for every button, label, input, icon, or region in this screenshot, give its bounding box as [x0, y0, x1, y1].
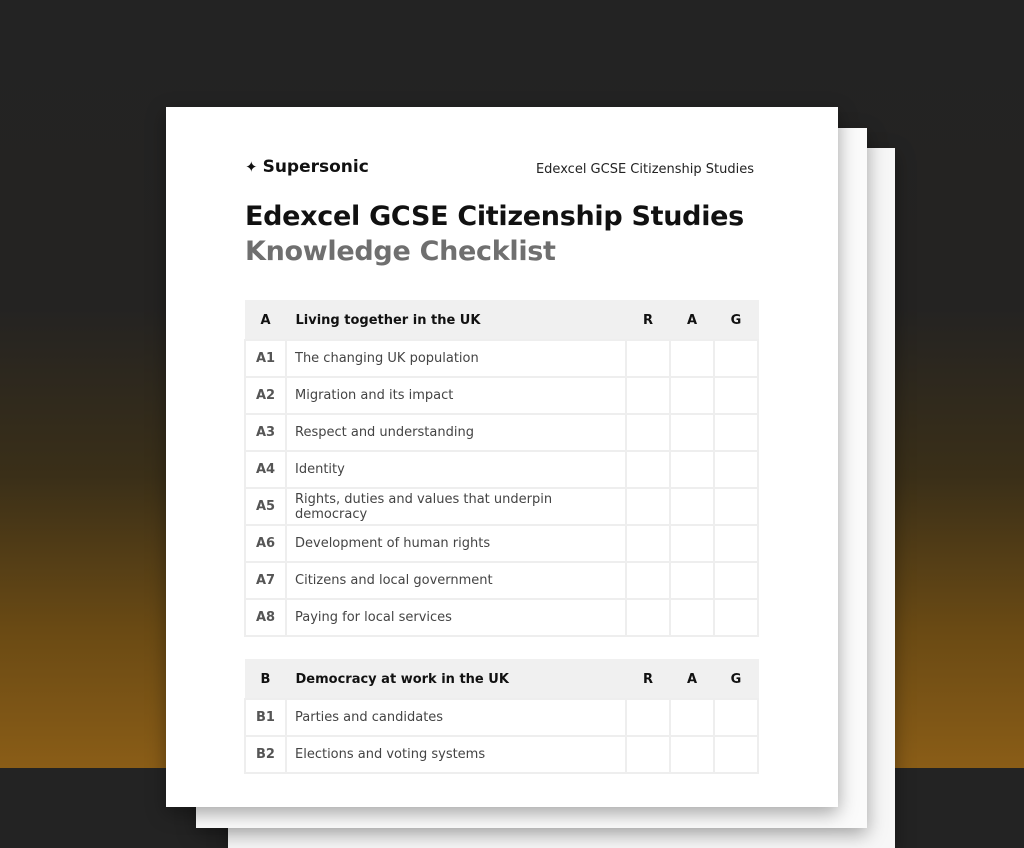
section-b-table — [244, 659, 759, 774]
row-topic: Parties and candidates — [286, 699, 626, 736]
rag-cell-green[interactable] — [714, 414, 758, 451]
page-title: Edexcel GCSE Citizenship Studies — [245, 201, 744, 232]
rag-cell-amber[interactable] — [670, 488, 714, 525]
checklist-page — [166, 107, 838, 807]
rag-cell-amber[interactable] — [670, 414, 714, 451]
rag-header-red: R — [626, 301, 670, 341]
rag-header-green: G — [714, 301, 758, 341]
rag-cell-amber[interactable] — [670, 377, 714, 414]
rag-cell-green[interactable] — [714, 599, 758, 636]
rag-cell-red[interactable] — [626, 377, 670, 414]
brand-name: Supersonic — [262, 157, 369, 177]
table-row — [245, 488, 758, 525]
rag-cell-red[interactable] — [626, 451, 670, 488]
rag-cell-green[interactable] — [714, 562, 758, 599]
page-subtitle: Knowledge Checklist — [245, 236, 556, 267]
table-row — [245, 414, 758, 451]
rag-cell-amber[interactable] — [670, 699, 714, 736]
header-subject: Edexcel GCSE Citizenship Studies — [535, 162, 754, 177]
rag-cell-amber[interactable] — [670, 340, 714, 377]
rag-cell-red[interactable] — [626, 736, 670, 773]
section-header-row — [245, 301, 758, 341]
rag-cell-green[interactable] — [714, 736, 758, 773]
row-code: A8 — [245, 599, 286, 636]
brand-logo — [245, 157, 369, 177]
rag-cell-green[interactable] — [714, 699, 758, 736]
row-topic: Development of human rights — [286, 525, 626, 562]
row-code: A7 — [245, 562, 286, 599]
rag-cell-amber[interactable] — [670, 562, 714, 599]
section-title: Democracy at work in the UK — [286, 660, 626, 700]
rag-cell-amber[interactable] — [670, 599, 714, 636]
rag-cell-red[interactable] — [626, 414, 670, 451]
rag-cell-red[interactable] — [626, 599, 670, 636]
table-row — [245, 736, 758, 773]
row-code: A1 — [245, 340, 286, 377]
row-code: A6 — [245, 525, 286, 562]
row-code: A3 — [245, 414, 286, 451]
rag-cell-red[interactable] — [626, 562, 670, 599]
table-row — [245, 451, 758, 488]
row-code: A4 — [245, 451, 286, 488]
rag-cell-red[interactable] — [626, 340, 670, 377]
row-topic: Elections and voting systems — [286, 736, 626, 773]
row-topic: Migration and its impact — [286, 377, 626, 414]
rag-cell-green[interactable] — [714, 451, 758, 488]
row-topic: Paying for local services — [286, 599, 626, 636]
section-title: Living together in the UK — [286, 301, 626, 341]
row-code: B1 — [245, 699, 286, 736]
rag-header-red: R — [626, 660, 670, 700]
table-row — [245, 377, 758, 414]
row-topic: Identity — [286, 451, 626, 488]
table-row — [245, 599, 758, 636]
sparkle-icon: ✦ — [245, 157, 258, 176]
rag-cell-green[interactable] — [714, 340, 758, 377]
row-code: B2 — [245, 736, 286, 773]
row-code: A2 — [245, 377, 286, 414]
row-topic: Respect and understanding — [286, 414, 626, 451]
rag-cell-green[interactable] — [714, 525, 758, 562]
rag-header-green: G — [714, 660, 758, 700]
table-row — [245, 699, 758, 736]
rag-header-amber: A — [670, 660, 714, 700]
rag-cell-amber[interactable] — [670, 736, 714, 773]
row-topic: The changing UK population — [286, 340, 626, 377]
section-a-table — [244, 300, 759, 637]
rag-cell-green[interactable] — [714, 488, 758, 525]
rag-header-amber: A — [670, 301, 714, 341]
rag-cell-red[interactable] — [626, 699, 670, 736]
rag-cell-red[interactable] — [626, 488, 670, 525]
row-topic: Rights, duties and values that underpin democracy — [286, 488, 626, 525]
table-row — [245, 525, 758, 562]
section-code: B — [245, 660, 286, 700]
rag-cell-amber[interactable] — [670, 451, 714, 488]
row-topic: Citizens and local government — [286, 562, 626, 599]
rag-cell-amber[interactable] — [670, 525, 714, 562]
section-code: A — [245, 301, 286, 341]
row-code: A5 — [245, 488, 286, 525]
table-row — [245, 562, 758, 599]
rag-cell-red[interactable] — [626, 525, 670, 562]
section-header-row — [245, 660, 758, 700]
table-row — [245, 340, 758, 377]
rag-cell-green[interactable] — [714, 377, 758, 414]
